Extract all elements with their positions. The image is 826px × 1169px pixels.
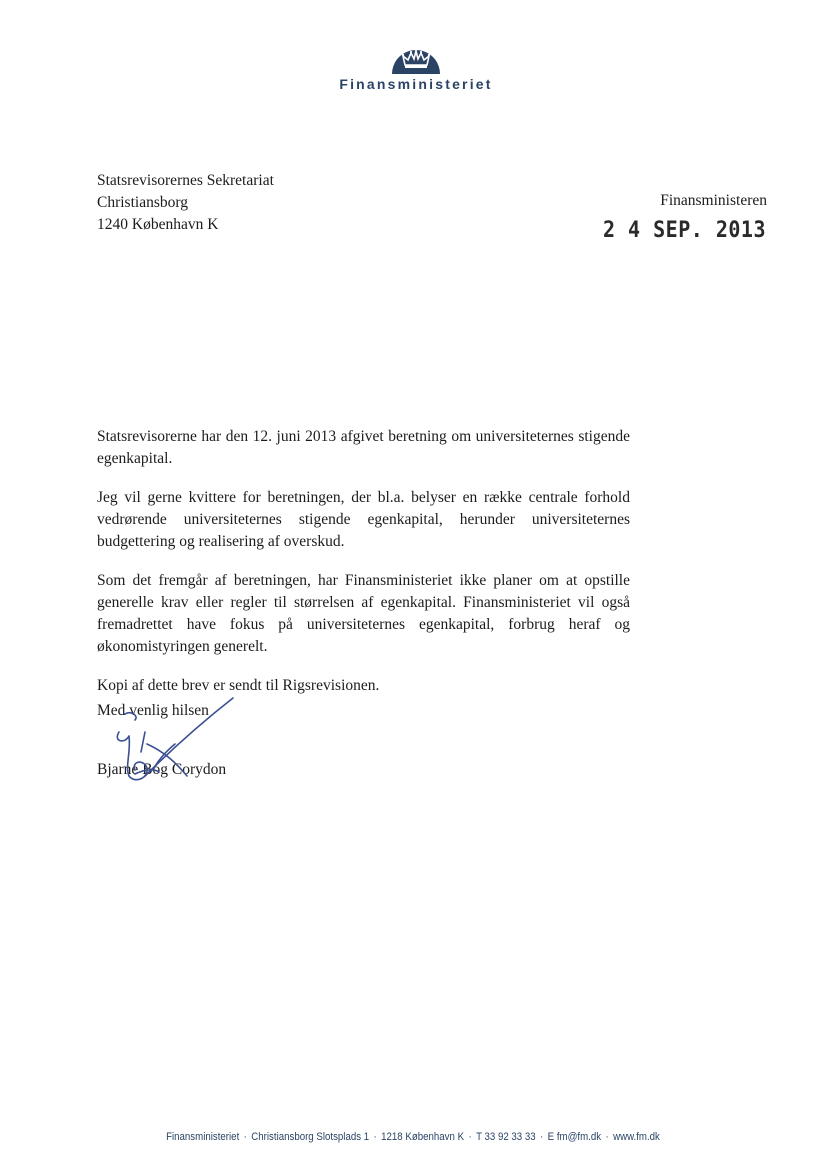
footer-item: T 33 92 33 33 [476, 1131, 536, 1143]
crown-icon [392, 44, 440, 74]
paragraph: Som det fremgår af beretningen, har Finansministeriet ikke planer om at opstille generelle krav eller regler til størrelsen af egenkapital. Finansministeriet vil også fremadrettet have fokus på universiteternes egenkapital, forbrug heraf og økonomistyringen generelt. [97, 572, 630, 655]
footer-item: Finansministeriet [166, 1131, 240, 1143]
ministry-logo [326, 44, 506, 100]
sender-title: Finansministeren [660, 192, 767, 209]
handwritten-signature [105, 692, 245, 802]
recipient-address [97, 170, 274, 236]
footer-item: 1218 København K [381, 1131, 465, 1143]
recipient-line: Statsrevisorernes Sekretariat [97, 172, 274, 189]
closing: Med venlig hilsen [97, 702, 209, 719]
footer-item: E fm@fm.dk [547, 1131, 602, 1143]
signatory-name: Bjarne Bog Corydon [97, 761, 227, 778]
recipient-line: 1240 København K [97, 216, 219, 233]
recipient-line: Christiansborg [97, 194, 188, 211]
paragraph: Kopi af dette brev er sendt til Rigsrevisionen. [97, 677, 380, 694]
letter-body [97, 426, 630, 714]
date-stamp: 2 4 SEP. 2013 [602, 216, 766, 243]
footer-item: www.fm.dk [613, 1131, 660, 1143]
paragraph: Jeg vil gerne kvittere for beretningen, der bl.a. belyser en række centrale forhold vedrørende universiteternes stigende egenkapital, herunder universiteternes budgettering og realisering af overskud. [97, 489, 630, 550]
footer: Finansministeriet · Christiansborg Slotsplads 1 · 1218 København K · T 33 92 33 33 · E fm@fm.dk · www.fm.dk [166, 1131, 660, 1143]
logo-text: Finansministeriet [339, 76, 493, 92]
footer-item: Christiansborg Slotsplads 1 [251, 1131, 370, 1143]
paragraph: Statsrevisorerne har den 12. juni 2013 afgivet beretning om universiteternes stigende egenkapital. [97, 428, 630, 467]
